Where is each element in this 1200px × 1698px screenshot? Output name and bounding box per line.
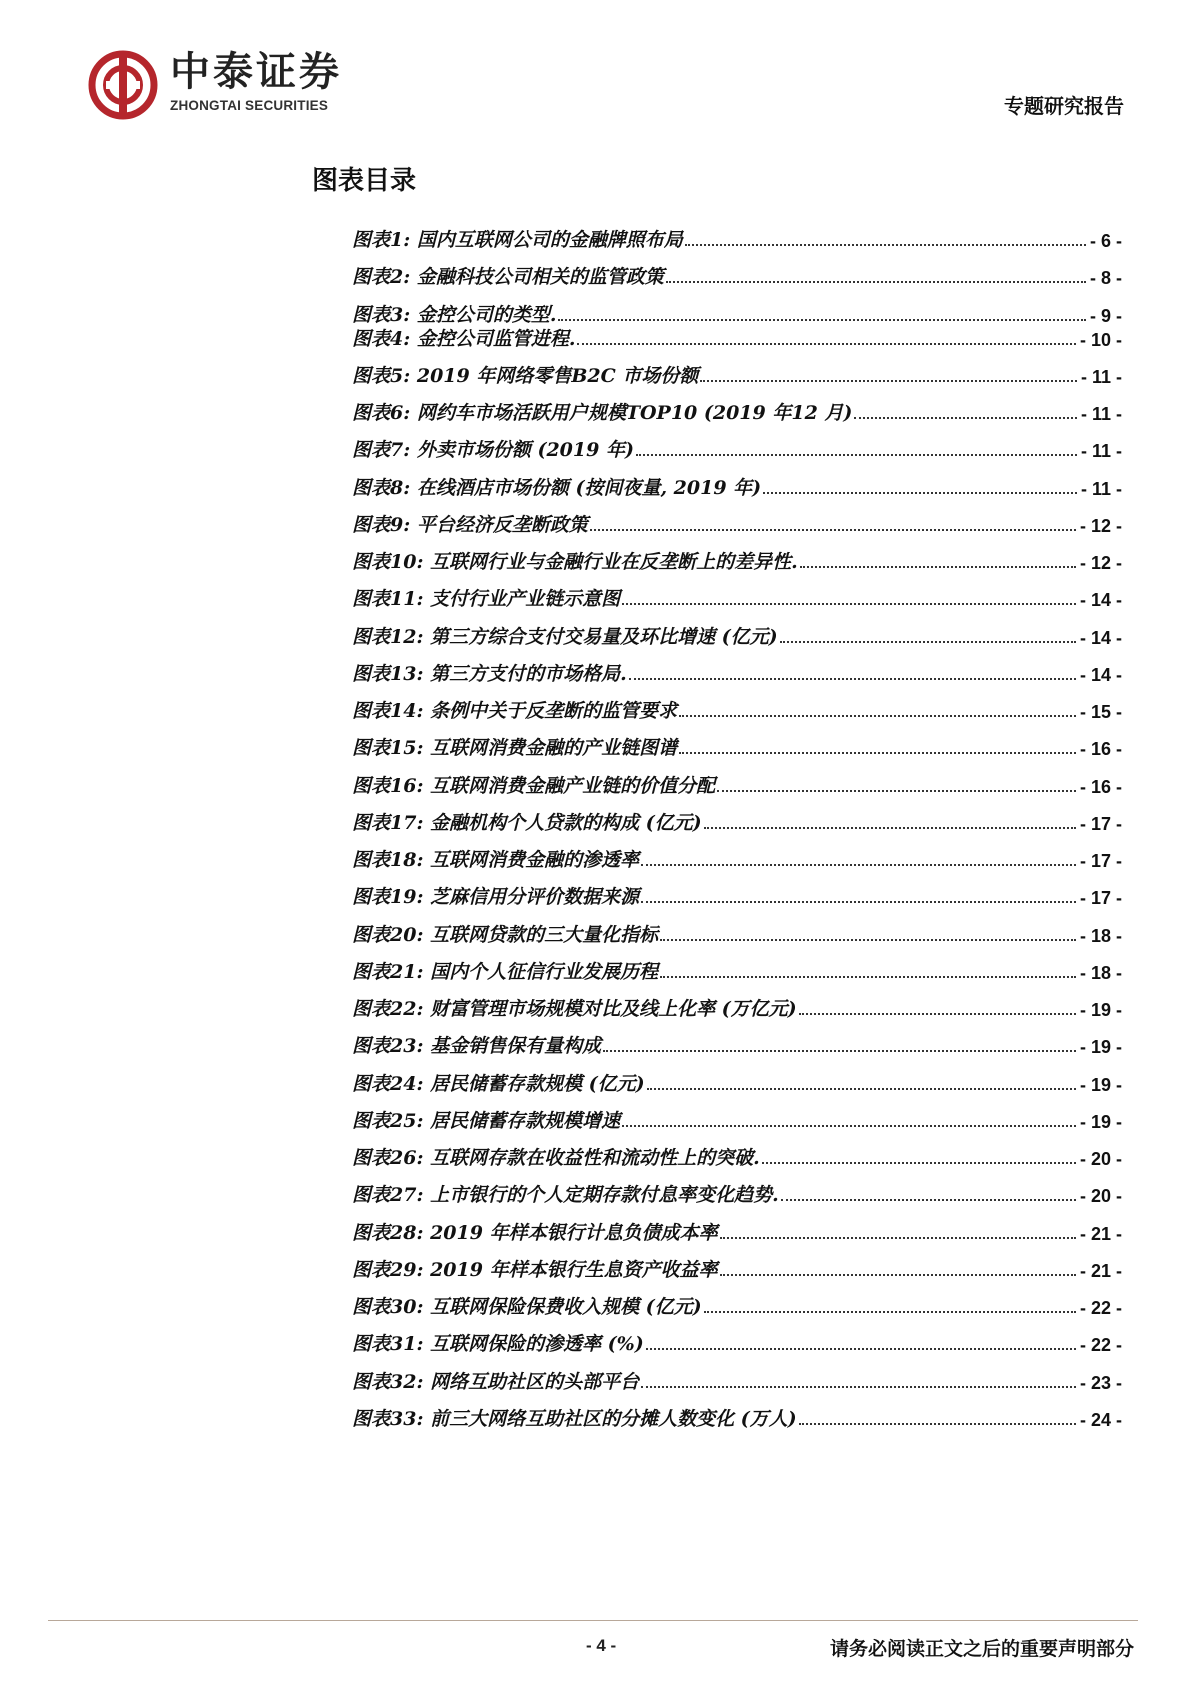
toc-dot-leader (720, 1273, 1076, 1276)
toc-entry-page: - 19 - (1079, 1037, 1122, 1057)
toc-entry[interactable] (352, 1028, 1122, 1058)
toc-entry-page: - 24 - (1079, 1410, 1122, 1430)
toc-entry-label: 图表14: 条例中关于反垄断的监管要求 (352, 700, 678, 722)
toc-entry-label: 图表3: 金控公司的类型. (352, 304, 557, 326)
toc-entry[interactable] (352, 805, 1122, 835)
toc-entry-label: 图表31: 互联网保险的渗透率 (%) (352, 1333, 644, 1355)
toc-dot-leader (629, 677, 1076, 680)
toc-entry-label: 图表23: 基金销售保有量构成 (352, 1035, 602, 1057)
toc-entry[interactable] (352, 730, 1122, 760)
toc-entry[interactable] (352, 917, 1122, 947)
toc-dot-leader (700, 379, 1077, 382)
toc-dot-leader (622, 1124, 1076, 1127)
toc-entry-label: 图表5: 2019 年网络零售B2C 市场份额 (352, 365, 699, 387)
toc-entry-label: 图表1: 国内互联网公司的金融牌照布局 (352, 229, 683, 251)
zhongtai-logo-icon (88, 50, 158, 120)
toc-entry-page: - 16 - (1079, 777, 1122, 797)
toc-dot-leader (717, 789, 1076, 792)
brand-name-en: ZHONGTAI SECURITIES (170, 98, 329, 113)
toc-entry[interactable] (352, 432, 1122, 462)
toc-entry[interactable] (352, 1289, 1122, 1319)
toc-entry-page: - 23 - (1079, 1373, 1122, 1393)
toc-entry[interactable] (352, 581, 1122, 611)
toc-dot-leader (800, 565, 1076, 568)
toc-entry-page: - 19 - (1079, 1112, 1122, 1132)
toc-entry-page: - 22 - (1079, 1298, 1122, 1318)
toc-entry[interactable] (352, 954, 1122, 984)
toc-dot-leader (636, 453, 1077, 456)
toc-entry-label: 图表16: 互联网消费金融产业链的价值分配 (352, 775, 716, 797)
toc-entry-page: - 8 - (1089, 268, 1122, 288)
toc-entry-label: 图表6: 网约车市场活跃用户规模TOP10 (2019 年12 月) (352, 402, 853, 424)
toc-entry-label: 图表26: 互联网存款在收益性和流动性上的突破. (352, 1147, 760, 1169)
toc-entry[interactable] (352, 1140, 1122, 1170)
toc-entry-label: 图表32: 网络互助社区的头部平台 (352, 1371, 640, 1393)
toc-entry-page: - 19 - (1079, 1075, 1122, 1095)
toc-dot-leader (660, 975, 1076, 978)
toc-entry-page: - 11 - (1080, 441, 1122, 461)
toc-dot-leader (679, 751, 1076, 754)
toc-entry-page: - 14 - (1079, 628, 1122, 648)
toc-dot-leader (660, 938, 1076, 941)
toc-entry[interactable] (352, 1066, 1122, 1096)
toc-dot-leader (646, 1347, 1076, 1350)
report-type-label: 专题研究报告 (1004, 94, 1124, 118)
toc-entry-page: - 17 - (1079, 814, 1122, 834)
toc-entry-label: 图表30: 互联网保险保费收入规模 (亿元) (352, 1296, 702, 1318)
toc-dot-leader (762, 1161, 1076, 1164)
toc-dot-leader (641, 900, 1076, 903)
toc-entry-label: 图表12: 第三方综合支付交易量及环比增速 (亿元) (352, 626, 778, 648)
toc-entry[interactable] (352, 321, 1122, 351)
page-header (0, 0, 1200, 140)
toc-entry-page: - 15 - (1079, 702, 1122, 722)
toc-entry[interactable] (352, 1364, 1122, 1394)
toc-entry-label: 图表10: 互联网行业与金融行业在反垄断上的差异性. (352, 551, 798, 573)
toc-dot-leader (679, 714, 1076, 717)
toc-entry-page: - 21 - (1079, 1224, 1122, 1244)
toc-entry-label: 图表25: 居民储蓄存款规模增速 (352, 1110, 621, 1132)
toc-entry[interactable] (352, 1103, 1122, 1133)
toc-entry-page: - 12 - (1079, 516, 1122, 536)
toc-entry-page: - 11 - (1080, 367, 1122, 387)
toc-entry[interactable] (352, 656, 1122, 686)
toc-title: 图表目录 (312, 166, 417, 196)
toc-entry-label: 图表7: 外卖市场份额 (2019 年) (352, 439, 634, 461)
footer-page-number: - 4 - (586, 1636, 617, 1655)
toc-dot-leader (854, 416, 1077, 419)
toc-dot-leader (590, 528, 1076, 531)
toc-entry-label: 图表2: 金融科技公司相关的监管政策 (352, 266, 664, 288)
toc-dot-leader (641, 1385, 1076, 1388)
toc-entry-label: 图表20: 互联网贷款的三大量化指标 (352, 924, 659, 946)
toc-entry-page: - 16 - (1079, 739, 1122, 759)
toc-entry-label: 图表24: 居民储蓄存款规模 (亿元) (352, 1073, 645, 1095)
toc-entry-page: - 12 - (1079, 553, 1122, 573)
toc-entry-page: - 17 - (1079, 851, 1122, 871)
toc-entry[interactable] (352, 619, 1122, 649)
toc-dot-leader (704, 1310, 1076, 1313)
toc-entry[interactable] (352, 507, 1122, 537)
toc-entry-label: 图表13: 第三方支付的市场格局. (352, 663, 627, 685)
toc-entry-page: - 20 - (1079, 1186, 1122, 1206)
toc-entry-page: - 18 - (1079, 963, 1122, 983)
toc-dot-leader (603, 1049, 1076, 1052)
toc-entry-page: - 14 - (1079, 665, 1122, 685)
toc-entry[interactable] (352, 1326, 1122, 1356)
toc-entry[interactable] (352, 1177, 1122, 1207)
toc-dot-leader (780, 640, 1076, 643)
toc-entry-label: 图表22: 财富管理市场规模对比及线上化率 (万亿元) (352, 998, 797, 1020)
toc-entry[interactable] (352, 470, 1122, 500)
toc-entry-page: - 10 - (1079, 330, 1122, 350)
toc-entry-label: 图表18: 互联网消费金融的渗透率 (352, 849, 640, 871)
toc-entry-label: 图表15: 互联网消费金融的产业链图谱 (352, 737, 678, 759)
toc-dot-leader (781, 1198, 1076, 1201)
toc-dot-leader (720, 1236, 1076, 1239)
toc-entry-page: - 21 - (1079, 1261, 1122, 1281)
toc-entry[interactable] (352, 1401, 1122, 1431)
toc-entry[interactable] (352, 222, 1122, 252)
toc-entry[interactable] (352, 358, 1122, 388)
footer-disclaimer: 请务必阅读正文之后的重要声明部分 (829, 1638, 1134, 1660)
toc-entry[interactable] (352, 879, 1122, 909)
toc-dot-leader (763, 491, 1077, 494)
toc-entry-page: - 6 - (1089, 231, 1122, 251)
toc-entry-label: 图表29: 2019 年样本银行生息资产收益率 (352, 1259, 718, 1281)
toc-dot-leader (685, 243, 1086, 246)
toc-entry-label: 图表9: 平台经济反垄断政策 (352, 514, 588, 536)
toc-entry[interactable] (352, 544, 1122, 574)
toc-entry-page: - 14 - (1079, 590, 1122, 610)
toc-entry[interactable] (352, 768, 1122, 798)
toc-entry-label: 图表17: 金融机构个人贷款的构成 (亿元) (352, 812, 702, 834)
toc-entry-page: - 17 - (1079, 888, 1122, 908)
toc-entry[interactable] (352, 259, 1122, 289)
toc-entry-page: - 18 - (1079, 926, 1122, 946)
toc-entry-label: 图表4: 金控公司监管进程. (352, 328, 576, 350)
toc-entry-page: - 11 - (1080, 479, 1122, 499)
brand-name-cn: 中泰证券 (170, 49, 342, 95)
toc-dot-leader (799, 1422, 1076, 1425)
toc-dot-leader (704, 826, 1076, 829)
toc-dot-leader (799, 1012, 1076, 1015)
toc-entry-label: 图表21: 国内个人征信行业发展历程 (352, 961, 659, 983)
toc-entry-label: 图表33: 前三大网络互助社区的分摊人数变化 (万人) (352, 1408, 797, 1430)
toc-entry-page: - 19 - (1079, 1000, 1122, 1020)
toc-dot-leader (666, 280, 1086, 283)
footer-divider (48, 1620, 1138, 1621)
toc-entry-label: 图表27: 上市银行的个人定期存款付息率变化趋势. (352, 1184, 779, 1206)
toc-entry-label: 图表28: 2019 年样本银行计息负债成本率 (352, 1222, 718, 1244)
toc-dot-leader (641, 863, 1076, 866)
toc-dot-leader (577, 342, 1076, 345)
toc-dot-leader (622, 602, 1076, 605)
toc-entry-label: 图表11: 支付行业产业链示意图 (352, 588, 621, 610)
toc-entry[interactable] (352, 991, 1122, 1021)
toc-entry-label: 图表8: 在线酒店市场份额 (按间夜量, 2019 年) (352, 477, 762, 499)
toc-entry[interactable] (352, 842, 1122, 872)
toc-entry-page: - 11 - (1080, 404, 1122, 424)
toc-entry[interactable] (352, 395, 1122, 425)
toc-dot-leader (647, 1087, 1076, 1090)
toc-entry-page: - 22 - (1079, 1335, 1122, 1355)
toc-entry[interactable] (352, 1215, 1122, 1245)
toc-entry[interactable] (352, 1252, 1122, 1282)
toc-entry[interactable] (352, 693, 1122, 723)
toc-entry-page: - 20 - (1079, 1149, 1122, 1169)
toc-entry-label: 图表19: 芝麻信用分评价数据来源 (352, 886, 640, 908)
toc-entry-page: - 9 - (1089, 306, 1122, 326)
